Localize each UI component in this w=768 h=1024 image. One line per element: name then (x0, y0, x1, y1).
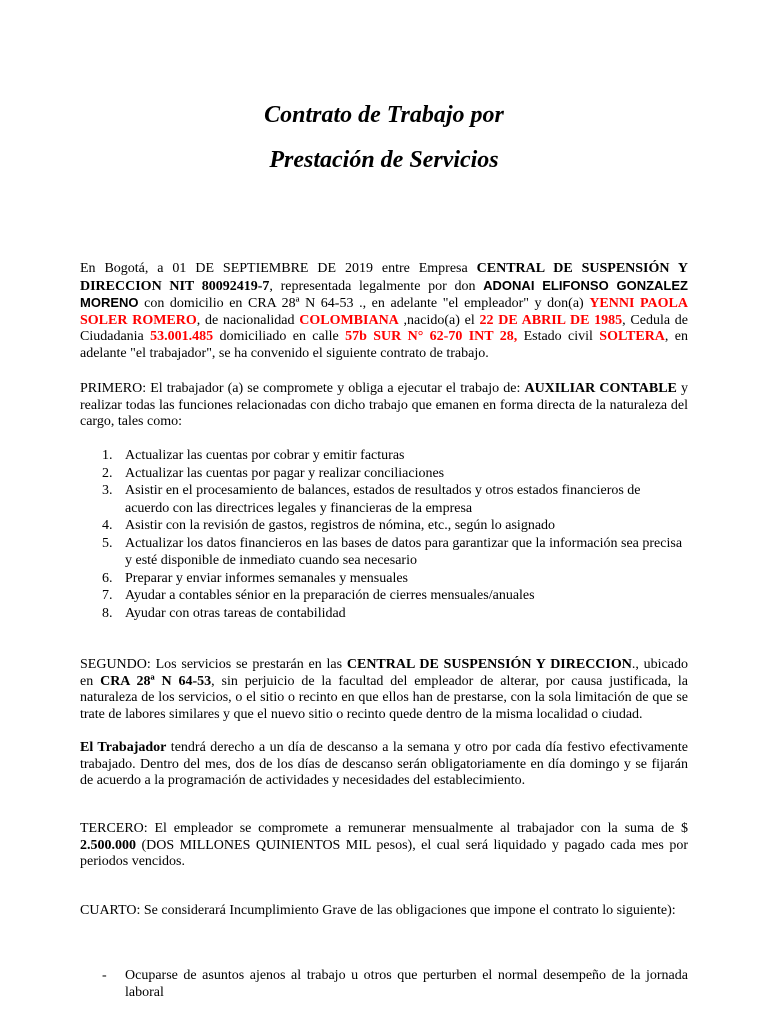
duties-list (80, 447, 688, 622)
segundo-text-1: SEGUNDO: Los servicios se prestarán en las (80, 657, 347, 672)
descanso-text: tendrá derecho a un día de descanso a la semana y otro por cada día festivo efectivamente trabajado. Dentro del mes, dos de los días de descanso serán obligatoriamente en día domingo y se fijarán de acuerdo a la programación de actividades y necesidades del establecimiento. (80, 740, 688, 788)
intro-text-3: con domicilio en CRA 28ª N 64-53 ., en adelante "el empleador" y don(a) (138, 296, 590, 311)
intro-text-9: , en adelante "el trabajador", se ha convenido el siguiente contrato de trabajo. (80, 329, 688, 361)
cuarto-paragraph: CUARTO: Se considerará Incumplimiento Grave de las obligaciones que impone el contrato lo siguiente): (80, 903, 676, 918)
duty-text: Actualizar los datos financieros en las bases de datos para garantizar que la información sea precisa y esté disponible de inmediato cuando sea necesario (125, 535, 683, 568)
duty-text: Preparar y enviar informes semanales y mensuales (125, 570, 409, 586)
duty-number: 6. (102, 570, 113, 586)
representative-name: ADONAI ELIFONSO GONZALEZ MORENO (80, 277, 688, 310)
nationality: COLOMBIANA (299, 312, 399, 328)
intro-text-4: , de nacionalidad (196, 312, 300, 328)
duty-text: Asistir en el procesamiento de balances, estados de resultados y otros estados financieros de acuerdo con las directrices legales y financieras de la empresa (125, 483, 641, 516)
duty-text: Ayudar con otras tareas de contabilidad (125, 605, 346, 621)
segundo-paragraph (80, 657, 688, 723)
duty-number: 2. (102, 465, 113, 481)
duty-item (80, 517, 688, 535)
segundo-text-3: , sin perjuicio de la facultad del empleador de alterar, por causa justificada, la naturaleza de los servicios, o el sitio o recinto en que ellos han de prestarse, con la sola limitación de que se trate de labores similares y que el nuevo sitio o recinto quede dentro de la misma localidad o ciudad. (80, 673, 689, 722)
duty-item (80, 587, 688, 605)
id-number: 53.001.485 (150, 329, 214, 344)
duty-number: 8. (102, 605, 113, 621)
workplace-address: CRA 28ª N 64-53 (100, 673, 212, 689)
duty-text: Ayudar a contables sénior en la preparación de cierres mensuales/anuales (125, 588, 535, 603)
intro-text-5: ,nacido(a) el (398, 312, 480, 328)
duty-item (80, 570, 688, 588)
intro-text-2: , representada legalmente por don (269, 278, 484, 294)
civil-status: SOLTERA (599, 329, 665, 344)
job-position: AUXILIAR CONTABLE (524, 381, 677, 396)
primero-text-2: y realizar todas las funciones relacionadas con dicho trabajo que emanen en forma directa de la naturaleza del cargo, tales como: (80, 381, 688, 429)
salary-amount: 2.500.000 (80, 837, 136, 853)
duty-number: 4. (102, 518, 113, 533)
intro-text-6: , Cedula de Ciudadania (80, 312, 689, 344)
duty-text: Actualizar las cuentas por pagar y realizar conciliaciones (125, 465, 445, 481)
company-name: CENTRAL DE SUSPENSIÓN Y DIRECCION NIT 80092419-7 (80, 261, 689, 294)
segundo-text-2: ., ubicado en (80, 657, 688, 689)
employee-name: YENNI PAOLA SOLER ROMERO (80, 296, 688, 328)
duty-item (80, 465, 688, 483)
document-title-line-1: Contrato de Trabajo por (264, 102, 504, 128)
intro-text-7: domiciliado en calle (213, 329, 346, 344)
document-title-line-2: Prestación de Servicios (269, 147, 499, 173)
bullet-text: Ocuparse de asuntos ajenos al trabajo u otros que perturben el normal desempeño de la jornada laboral (125, 968, 688, 1000)
bullet-item (80, 967, 688, 1001)
duty-number: 5. (102, 535, 113, 551)
duty-item (80, 482, 688, 517)
intro-paragraph (80, 261, 688, 362)
duty-number: 1. (102, 448, 113, 463)
descanso-paragraph (80, 740, 688, 790)
duty-number: 3. (102, 483, 113, 498)
tercero-text-1: TERCERO: El empleador se compromete a remunerar mensualmente al trabajador con la suma de $ (80, 821, 688, 836)
intro-text-8: Estado civil (517, 329, 600, 344)
primero-paragraph (80, 381, 688, 431)
primero-text-1: PRIMERO: El trabajador (a) se compromete y obliga a ejecutar el trabajo de: (80, 381, 525, 396)
duty-text: Asistir con la revisión de gastos, registros de nómina, etc., según lo asignado (125, 518, 556, 533)
birth-date: 22 DE ABRIL DE 1985 (479, 312, 623, 328)
workplace-name: CENTRAL DE SUSPENSIÓN Y DIRECCION (346, 657, 632, 672)
duty-text: Actualizar las cuentas por cobrar y emitir facturas (125, 448, 405, 463)
duty-number: 7. (102, 588, 113, 603)
descanso-bold: El Trabajador (80, 740, 167, 755)
duty-item (80, 605, 688, 623)
tercero-paragraph (80, 821, 688, 871)
employee-address: 57b SUR N° 62-70 INT 28, (345, 329, 518, 344)
tercero-text-2: (DOS MILLONES QUINIENTOS MIL pesos), el cual será liquidado y pagado cada mes por periodos vencidos. (80, 837, 688, 869)
duty-item (80, 535, 688, 570)
duty-item (80, 447, 688, 465)
intro-text-1: En Bogotá, a 01 DE SEPTIEMBRE DE 2019 entre Empresa (80, 261, 477, 276)
bullet-dash: - (102, 968, 107, 983)
